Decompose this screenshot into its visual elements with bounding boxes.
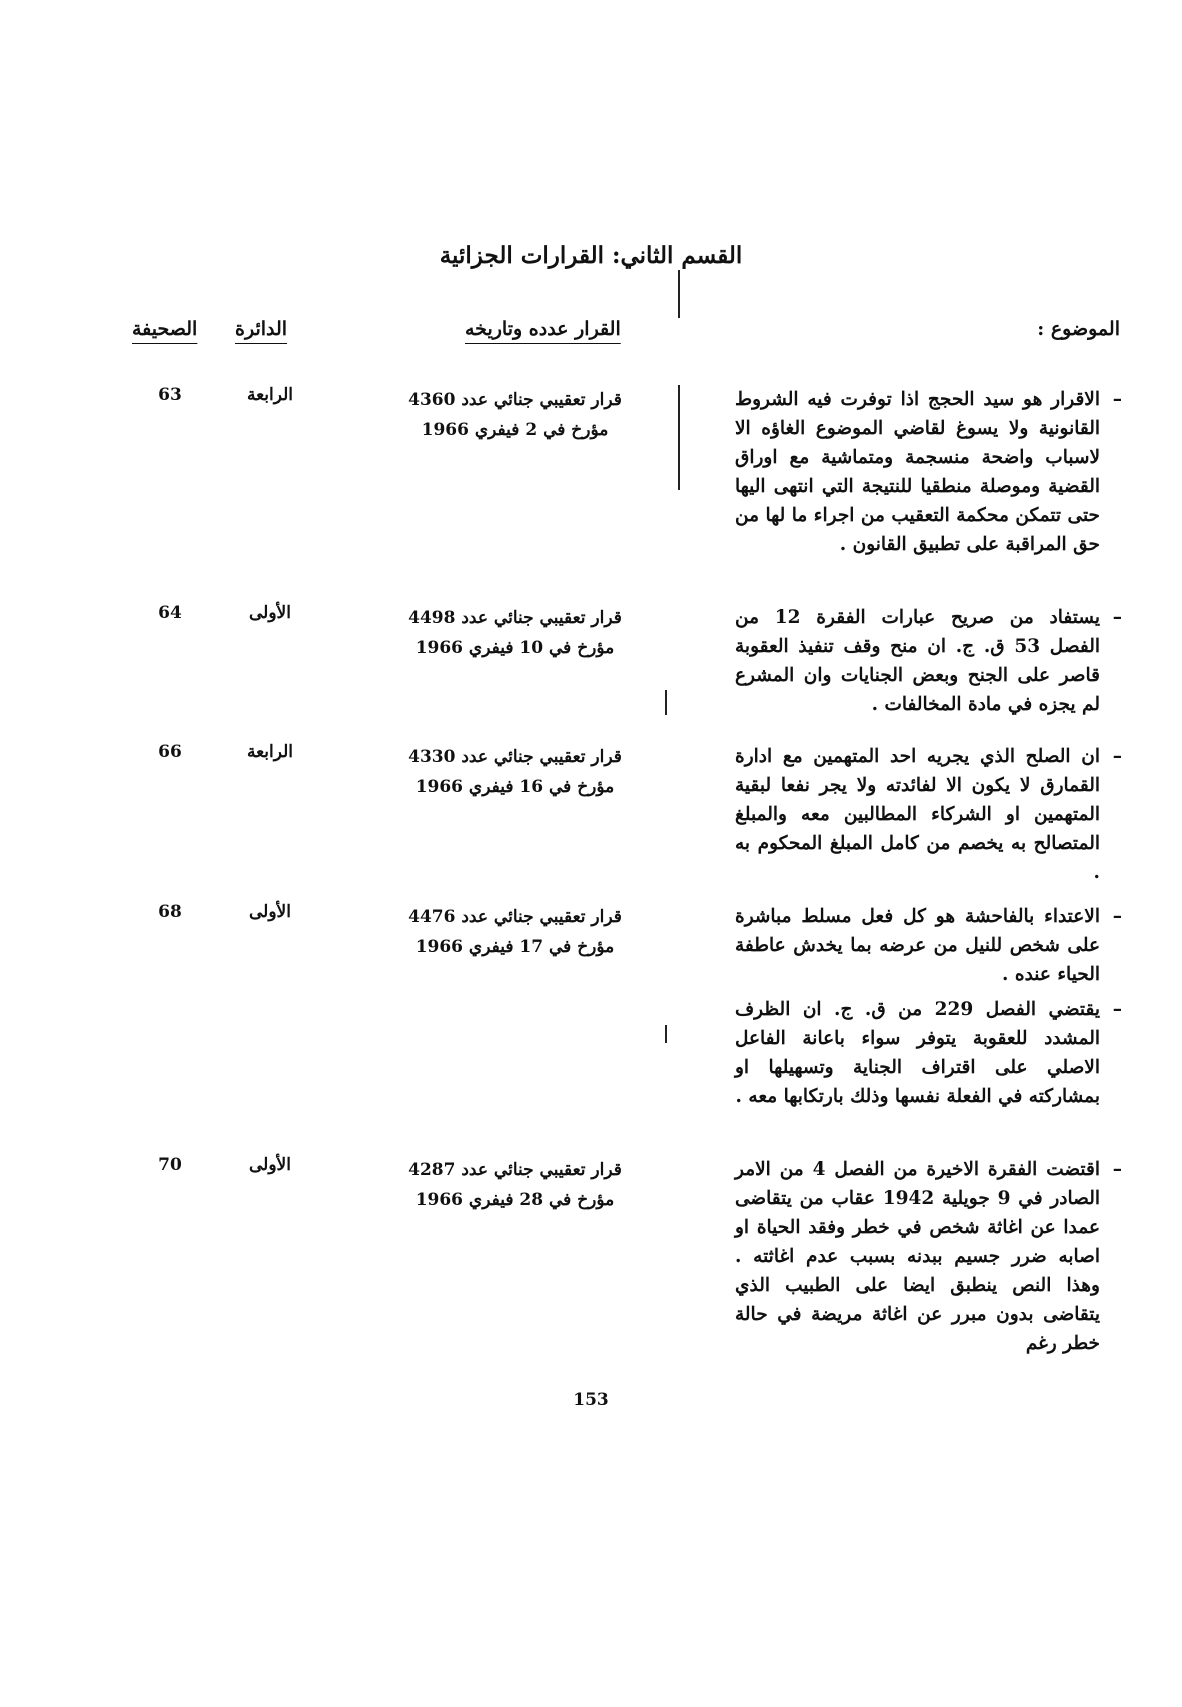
decision-number: قرار تعقيبي جنائي عدد 4476 xyxy=(408,907,622,927)
decision-date: مؤرخ في 28 فيفري 1966 xyxy=(415,1190,615,1210)
decision-number: قرار تعقيبي جنائي عدد 4498 xyxy=(408,608,622,628)
page-number: 64 xyxy=(158,603,182,623)
column-divider xyxy=(665,1025,667,1043)
decision-date: مؤرخ في 17 فيفري 1966 xyxy=(415,937,615,957)
column-divider xyxy=(678,270,680,318)
chamber: الرابعة xyxy=(246,385,294,405)
subject-text xyxy=(735,603,1120,725)
page-title: القسم الثاني: القرارات الجزائية xyxy=(439,242,743,269)
column-header-decision: القرار عدده وتاريخه xyxy=(465,318,621,340)
page-number: 70 xyxy=(158,1155,182,1175)
page-number: 63 xyxy=(158,385,182,405)
subject-text xyxy=(735,902,1120,1117)
decision-reference xyxy=(360,603,670,663)
column-header-chamber: الدائرة xyxy=(235,318,288,340)
subject-paragraph: – يستفاد من صريح عبارات الفقرة 12 من الفصل 53 ق. ج. ان منح وقف تنفيذ العقوبة قاصر على الجنح وبعض الجنايات وان المشرع لم يجزه في مادة المخالفات . xyxy=(735,603,1120,719)
subject-text xyxy=(735,385,1120,565)
column-divider xyxy=(678,385,680,490)
chamber: الأولى xyxy=(249,603,291,623)
chamber: الرابعة xyxy=(246,742,294,762)
subject-text xyxy=(735,1155,1120,1364)
column-header-subject: الموضوع : xyxy=(1037,318,1120,340)
subject-paragraph: – الاقرار هو سيد الحجج اذا توفرت فيه الشروط القانونية ولا يسوغ لقاضي الموضوع الغاؤه الا لاسباب واضحة منسجمة ومتماشية مع اوراق القضية وموصلة منطقيا للنتيجة التي انتهى اليها حتى تتمكن محكمة التعقيب من اجراء ما لها من حق المراقبة على تطبيق القانون . xyxy=(735,385,1120,559)
page-number: 68 xyxy=(158,902,182,922)
page-number: 66 xyxy=(158,742,182,762)
subject-paragraph: – يقتضي الفصل 229 من ق. ج. ان الظرف المشدد للعقوبة يتوفر سواء باعانة الفاعل الاصلي على اقتراف الجناية وتسهيلها او بمشاركته في الفعلة نفسها وذلك بارتكابها معه . xyxy=(735,995,1120,1111)
decision-reference xyxy=(360,742,670,802)
chamber: الأولى xyxy=(249,902,291,922)
decision-number: قرار تعقيبي جنائي عدد 4287 xyxy=(408,1160,622,1180)
folio-page-number: 153 xyxy=(573,1390,609,1410)
subject-paragraph: – ان الصلح الذي يجريه احد المتهمين مع ادارة القمارق لا يكون الا لفائدته ولا يجر نفعا لبقية المتهمين او الشركاء المطالبين معه والمبلغ المتصالح به يخصم من كامل المبلغ المحكوم به . xyxy=(735,742,1120,887)
chamber: الأولى xyxy=(249,1155,291,1175)
decision-reference xyxy=(360,385,670,445)
decision-date: مؤرخ في 2 فيفري 1966 xyxy=(421,420,609,440)
decision-date: مؤرخ في 16 فيفري 1966 xyxy=(415,777,615,797)
column-header-page: الصحيفة xyxy=(132,318,198,340)
decision-reference xyxy=(360,1155,670,1215)
subject-paragraph: – اقتضت الفقرة الاخيرة من الفصل 4 من الامر الصادر في 9 جويلية 1942 عقاب من يتقاضى عمدا عن اغاثة شخص في خطر وفقد الحياة او اصابه ضرر جسيم ببدنه بسبب عدم اغاثته . وهذا النص ينطبق ايضا على الطبيب الذي يتقاضى بدون مبرر عن اغاثة مريضة في حالة خطر رغم xyxy=(735,1155,1120,1358)
decision-date: مؤرخ في 10 فيفري 1966 xyxy=(415,638,615,658)
decision-number: قرار تعقيبي جنائي عدد 4330 xyxy=(408,747,622,767)
decision-reference xyxy=(360,902,670,962)
subject-text xyxy=(735,742,1120,893)
subject-paragraph: – الاعتداء بالفاحشة هو كل فعل مسلط مباشرة على شخص للنيل من عرضه بما يخدش عاطفة الحياء عنده . xyxy=(735,902,1120,989)
column-divider xyxy=(665,690,667,715)
decision-number: قرار تعقيبي جنائي عدد 4360 xyxy=(408,390,622,410)
